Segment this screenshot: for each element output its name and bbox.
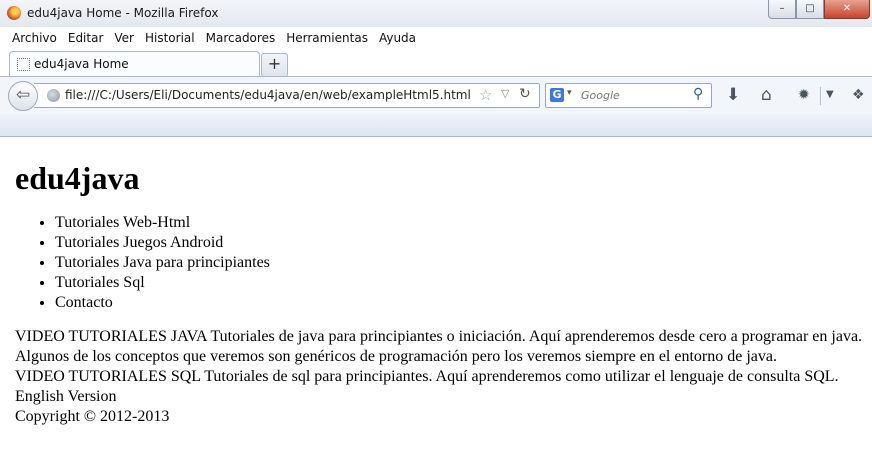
search-engine-dropdown-icon[interactable]: ▾ — [567, 88, 572, 98]
url-bar[interactable] — [34, 83, 540, 108]
magnifier-icon[interactable]: ⚲ — [693, 86, 704, 102]
window-controls — [768, 0, 870, 20]
menu-bar — [0, 29, 421, 48]
back-arrow-icon: ⇦ — [15, 85, 31, 105]
menu-editar[interactable]: Editar — [67, 31, 104, 45]
menu-herramientas[interactable]: Herramientas — [286, 31, 368, 45]
navigation-toolbar — [0, 76, 872, 115]
java-tutorials-text: VIDEO TUTORIALES JAVA Tutoriales de java para principiantes o iniciación. Aquí aprenderemos desde cero a programar en java. — [15, 328, 863, 345]
addon-icon[interactable]: ✹ — [798, 87, 810, 103]
toolbar-dropdown-icon[interactable]: ▼ — [826, 89, 834, 100]
window-title: edu4java Home - Mozilla Firefox — [27, 6, 219, 20]
menu-historial[interactable]: Historial — [144, 31, 195, 45]
menu-marcadores[interactable]: Marcadores — [205, 31, 276, 45]
url-dropdown-icon[interactable]: ▽ — [501, 87, 510, 100]
java-concepts-text: Algunos de los conceptos que veremos son genéricos de programación pero los veremos siempre en el entorno de java. — [15, 348, 777, 365]
bookmarks-strip — [0, 114, 872, 137]
globe-icon — [47, 89, 60, 102]
sql-tutorials-text: VIDEO TUTORIALES SQL Tutoriales de sql para principiantes. Aquí aprenderemos como utilizar el lenguaje de consulta SQL. — [15, 368, 839, 385]
nav-list — [15, 213, 865, 313]
tab-strip — [0, 48, 872, 76]
close-button[interactable]: ✕ — [824, 0, 870, 19]
url-text[interactable]: file:///C:/Users/Eli/Documents/edu4java/en/web/exampleHtml5.html — [65, 88, 471, 102]
nav-item-sql[interactable]: • Tutoriales Sql — [55, 273, 865, 293]
nav-item-java[interactable]: • Tutoriales Java para principiantes — [55, 253, 865, 273]
toolbar-separator — [820, 87, 821, 105]
page-content — [15, 136, 865, 427]
download-icon[interactable]: ⬇ — [726, 85, 741, 105]
copyright-text: Copyright © 2012-2013 — [15, 408, 170, 425]
menu-archivo[interactable]: Archivo — [12, 31, 57, 45]
english-version-text: English Version — [15, 388, 117, 405]
page-title: edu4java — [15, 160, 140, 196]
share-icon[interactable]: ❖ — [852, 87, 865, 103]
star-icon[interactable]: ☆ — [479, 86, 493, 104]
reload-icon[interactable]: ↻ — [519, 86, 531, 102]
nav-item-juegos-android[interactable]: • Tutoriales Juegos Android — [55, 233, 865, 253]
new-tab-button[interactable]: + — [261, 53, 288, 77]
menu-ayuda[interactable]: Ayuda — [378, 31, 417, 45]
tab-label: edu4java Home — [34, 57, 129, 71]
maximize-button[interactable]: □ — [796, 0, 824, 19]
search-bar[interactable] — [545, 83, 712, 108]
menu-ver[interactable]: Ver — [114, 31, 134, 45]
firefox-icon — [7, 6, 21, 20]
minimize-button[interactable]: – — [768, 0, 796, 19]
search-input[interactable]: Google — [581, 89, 620, 102]
window-titlebar — [0, 0, 872, 27]
page-favicon-icon — [17, 58, 30, 71]
back-button[interactable] — [8, 81, 38, 111]
nav-item-web-html[interactable]: • Tutoriales Web-Html — [55, 213, 865, 233]
google-icon[interactable]: G — [550, 88, 564, 102]
nav-item-contacto[interactable]: • Contacto — [55, 293, 865, 313]
tab-edu4java-home[interactable] — [9, 51, 260, 77]
home-icon[interactable]: ⌂ — [761, 85, 772, 105]
